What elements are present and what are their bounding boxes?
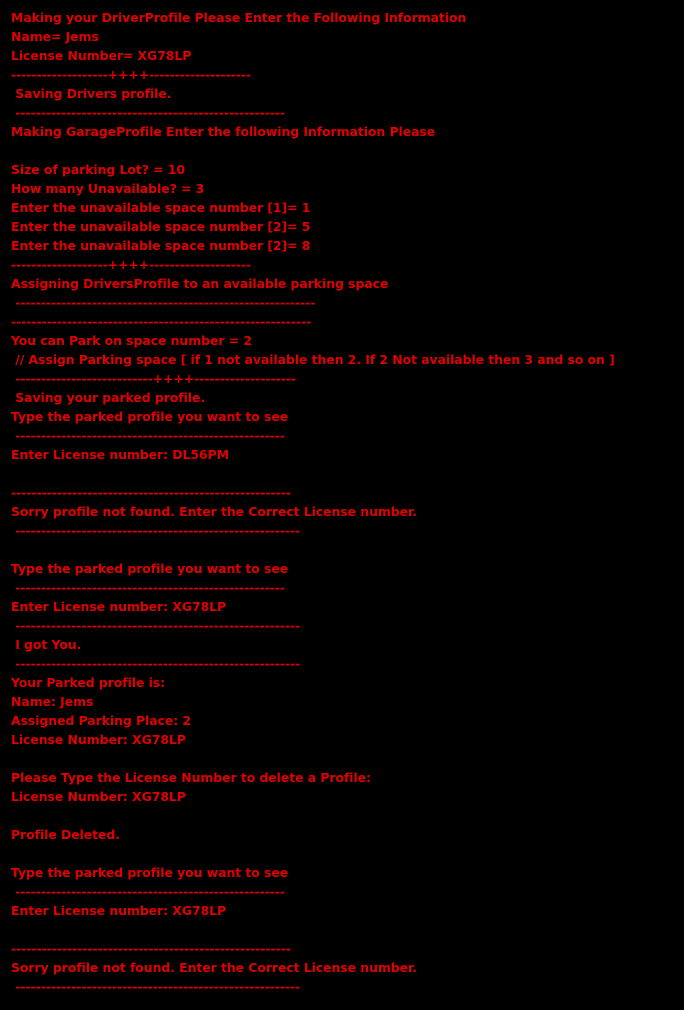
console-line: -------------------------------------------------------- [11,656,301,671]
console-line [11,920,684,939]
console-line: Name: Jems [11,694,94,709]
console-line: Making your DriverProfile Please Enter the Following Information [11,10,467,25]
console-line: -------------------++++-------------------- [11,257,251,272]
console-line: Saving Drivers profile. [11,86,172,101]
console-line: Enter License number: XG78LP [11,599,227,614]
console-line: Enter License number: DL56PM [11,447,230,462]
console-line: ---------------------------++++-------------------- [11,371,296,386]
console-line: ------------------------------------------------------- [11,485,291,500]
console-line: I got You. [11,637,82,652]
console-line: Type the parked profile you want to see [11,865,289,880]
console-line: Please Type the License Number to delete a Profile: [11,770,371,785]
console-line: License Number: XG78LP [11,789,186,804]
console-line: You can Park on space number = 2 [11,333,252,348]
console-line [11,141,684,160]
console-line: Enter the unavailable space number [2]= 5 [11,219,311,234]
console-line: ----------------------------------------------------- [11,428,285,443]
console-line: Type the parked profile you want to see [11,409,289,424]
console-line: Sorry profile not found. Enter the Correct License number. [11,960,417,975]
console-line [11,749,684,768]
console-line: ----------------------------------------------------------- [11,295,316,310]
console-line: ------------------------------------------------------- [11,941,291,956]
console-line: ----------------------------------------------------- [11,580,285,595]
console-line: // Assign Parking space [ if 1 not available then 2. If 2 Not available then 3 and so on ] [11,352,615,367]
console-line: -------------------++++-------------------- [11,67,251,82]
console-line: -------------------------------------------------------- [11,523,301,538]
console-line: Enter the unavailable space number [1]= 1 [11,200,311,215]
console-line: License Number: XG78LP [11,732,186,747]
console-line: ----------------------------------------------------- [11,105,285,120]
console-line: -------------------------------------------------------- [11,618,301,633]
console-line [11,540,684,559]
console-line: Assigning DriversProfile to an available parking space [11,276,389,291]
console-line: ----------------------------------------------------------- [11,314,312,329]
console-line: Enter License number: XG78LP [11,903,227,918]
console-line: Profile Deleted. [11,827,120,842]
console-line: Making GarageProfile Enter the following Information Please [11,124,436,139]
console-line: Enter the unavailable space number [2]= 8 [11,238,311,253]
console-line: License Number= XG78LP [11,48,192,63]
console-line: Saving your parked profile. [11,390,206,405]
console-line: Sorry profile not found. Enter the Correct License number. [11,504,417,519]
console-line: ----------------------------------------------------- [11,884,285,899]
console-line [11,806,684,825]
console-line: -------------------------------------------------------- [11,979,301,994]
console-line: Type the parked profile you want to see [11,561,289,576]
console-line: Name= Jems [11,29,99,44]
console-line: Assigned Parking Place: 2 [11,713,192,728]
console-line: Size of parking Lot? = 10 [11,162,185,177]
console-line [11,464,684,483]
console-line [11,844,684,863]
console-line: Your Parked profile is: [11,675,166,690]
console-line: How many Unavailable? = 3 [11,181,205,196]
